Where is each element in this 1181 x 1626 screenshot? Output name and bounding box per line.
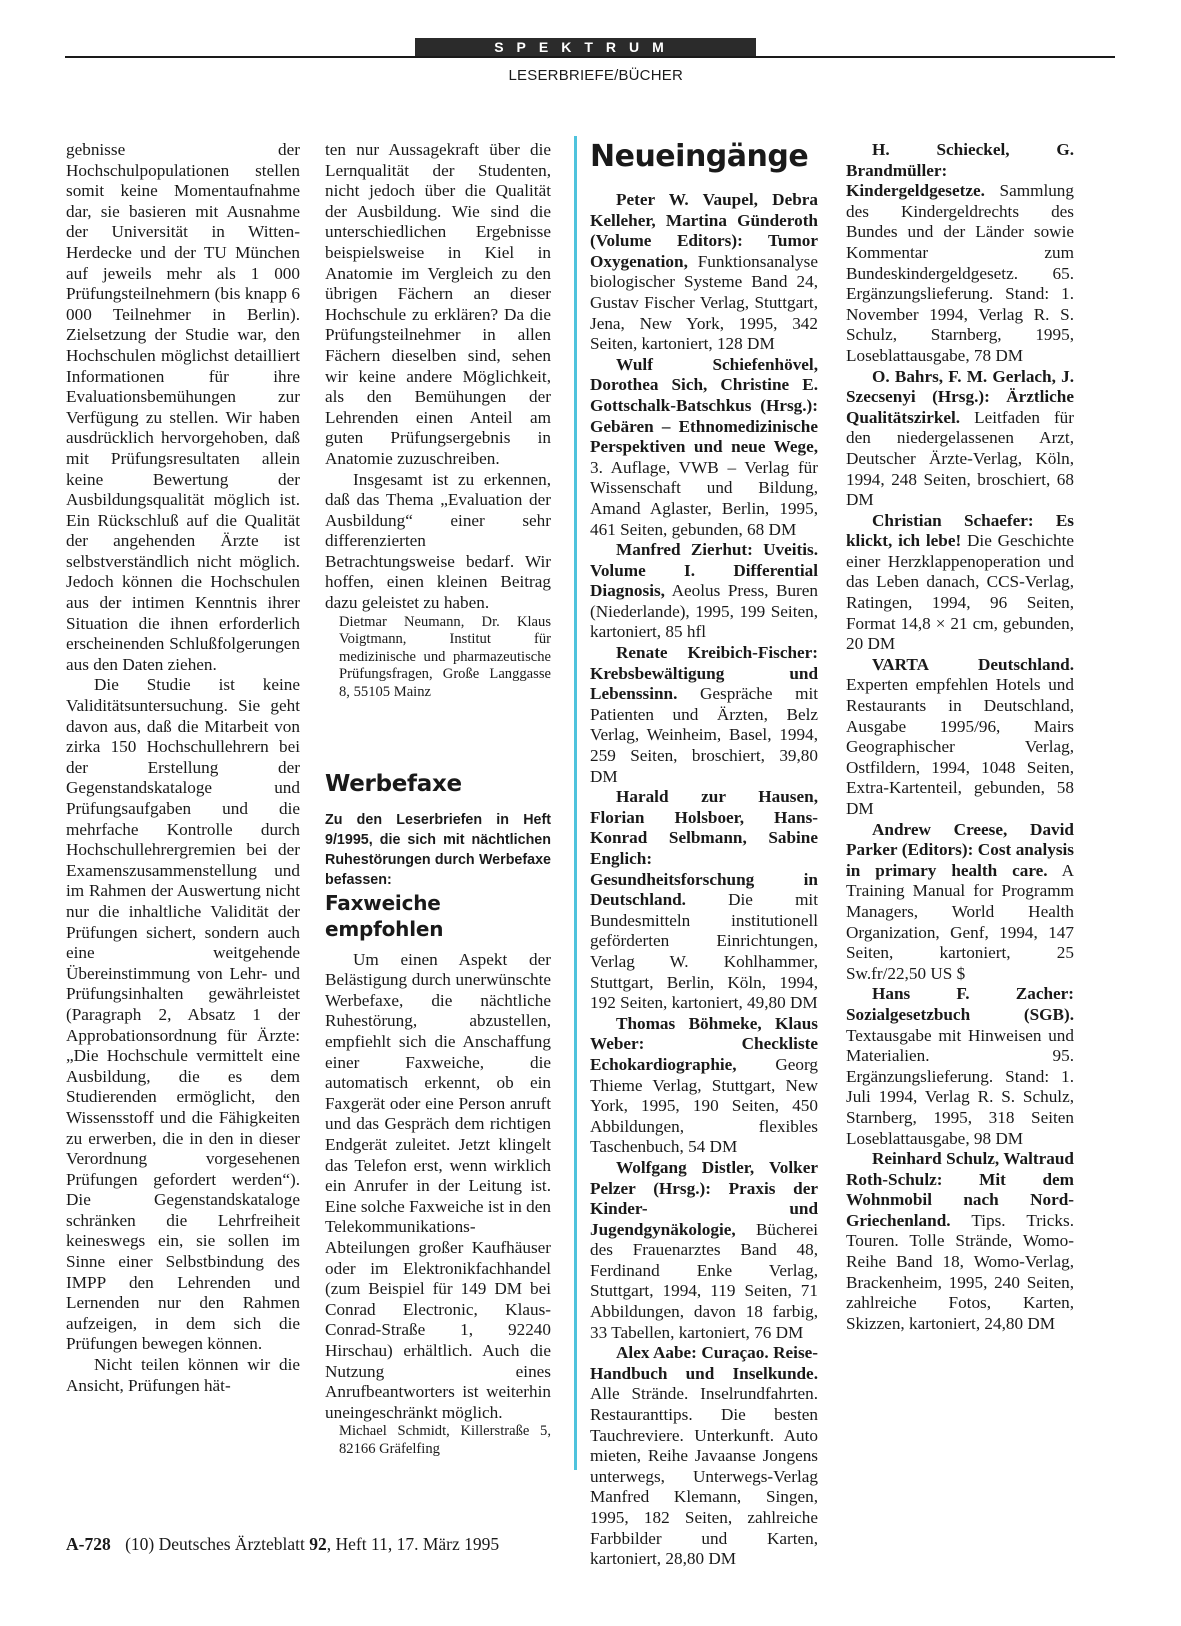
book-entry — [846, 820, 1074, 985]
neueingaenge-accent-bar — [574, 136, 577, 1470]
book-entry-details: Leitfaden für den niedergelassenen Arzt, Deutscher Ärzte-Verlag, Köln, 1994, 248 Seiten, broschiert, 68 DM — [846, 407, 1074, 510]
book-entry-details: Tips. Tricks. Touren. Tolle Strände, Womo-Reihe Band 18, Womo-Verlag, Brackenheim, 1995, 240 Seiten, zahlreiche Fotos, Karten, Skizzen, kartoniert, 24,80 DM — [846, 1210, 1074, 1333]
book-entry — [846, 511, 1074, 655]
book-entry-title: Wolfgang Distler, Volker Pelzer (Hrsg.): Praxis der Kinder- und Jugendgynäkologie, — [590, 1157, 818, 1239]
body-paragraph: Nicht teilen können wir die Ansicht, Prüfungen hät- — [66, 1355, 300, 1395]
letter-signature: Michael Schmidt, Killerstraße 5, 82166 Gräfelfing — [339, 1423, 551, 1457]
book-entry-title: Harald zur Hausen, Florian Holsboer, Hans-Konrad Selbmann, Sabine Englich: Gesundheitsforschung in Deutschland. — [590, 787, 818, 910]
body-paragraph: ten nur Aussagekraft über die Lernqualität der Studenten, nicht jedoch über die Qualität der Ausbildung. Wie sind die unterschiedlichen Ergebnisse beispielsweise in Kiel in Anatomie im Vergleich zu den übrigen Fächern an dieser Hochschule zu erklären? Da die Prüfungsteilnehmer in allen Fächern dieselben sind, sehen wir keine andere Möglichkeit, als den Bemühungen der Lehrenden einen Anteil am guten Prüfungsergebnis in Anatomie zuzuschreiben. — [325, 140, 551, 468]
book-entry-title: Renate Kreibich-Fischer: Krebsbewältigung und Lebenssinn. — [590, 643, 818, 704]
book-entry-title: Manfred Zierhut: Uveitis. Volume I. Differential Diagnosis, — [590, 540, 818, 601]
book-list-part-1 — [590, 190, 818, 1570]
column-1 — [66, 140, 300, 1396]
book-entry — [846, 984, 1074, 1149]
book-entry — [846, 655, 1074, 820]
book-entry-title: H. Schieckel, G. Brandmüller: Kindergeldgesetze. — [846, 140, 1074, 201]
book-entry-title: Reinhard Schulz, Waltraud Roth-Schulz: Mit dem Wohnmobil nach Nord-Griechenland. — [846, 1149, 1074, 1230]
book-entry — [590, 787, 818, 1014]
section-header-bar — [415, 38, 756, 56]
book-entry-title: Thomas Böhmeke, Klaus Weber: Checkliste Echokardiographie, — [590, 1013, 818, 1074]
section-title: SPEKTRUM — [494, 39, 677, 55]
book-entry-title: Alex Aabe: Curaçao. Reise-Handbuch und Inselkunde. — [590, 1343, 818, 1383]
column-3 — [590, 140, 818, 1570]
book-entry — [590, 643, 818, 787]
journal-issue: , Heft 11, 17. März 1995 — [326, 1534, 500, 1554]
header-rule — [65, 56, 1115, 58]
book-entry — [590, 540, 818, 643]
book-entry-title: Hans F. Zacher: Sozialgesetzbuch (SGB). — [846, 984, 1074, 1024]
werbefaxe-intro: Zu den Leserbriefen in Heft 9/1995, die sich mit nächtlichen Ruhestörungen durch Werbefaxe befassen: — [325, 811, 551, 888]
column-2 — [325, 140, 551, 1458]
book-entry — [846, 367, 1074, 511]
faxweiche-subheading: Faxweiche empfohlen — [325, 890, 444, 941]
book-entry — [590, 1014, 818, 1158]
body-paragraph: Die Studie ist keine Validitätsuntersuchung. Sie geht davon aus, daß die Mitarbeit von zirka 150 Hochschullehrern bei der Erstellung der Gegenstandskataloge und Prüfungsaufgaben und die mehrfache Kontrolle durch Hochschullehrergremien bei der Examenszusammenstellung und im Rahmen der Auswertung nicht nur die inhaltliche Validität der Prüfungen sichert, sondern auch eine weitgehende Übereinstimmung von Lehr- und Prüfungsinhalten gewährleistet (Paragraph 2, Absatz 1 der Approbationsordnung für Ärzte: „Die Hochschule vermittelt eine Ausbildung, die es dem Studierenden ermöglicht, den Wissensstoff und die Fähigkeiten zu erwerben, die in den in dieser Verordnung vorgesehenen Prüfungen gefordert werden“). Die Gegenstandskataloge schränken die Lehrfreiheit keineswegs ein, sie sollen im Sinne einer Selbstbindung des IMPP den Lehrenden und Lernenden nur den Rahmen aufzeigen, in dem sich die Prüfungen bewegen können. — [66, 675, 300, 1354]
book-entry-details: Bücherei des Frauenarztes Band 48, Ferdinand Enke Verlag, Stuttgart, 1994, 119 Seiten, 71 Abbildungen, davon 18 farbig, 33 Tabellen, kartoniert, 76 DM — [590, 1219, 818, 1342]
journal-citation: (10) Deutsches Ärzteblatt — [125, 1534, 310, 1554]
book-entry-title: Wulf Schiefenhövel, Dorothea Sich, Christine E. Gottschalk-Batschkus (Hrsg.): Gebären – Ethnomedizinische Perspektiven und neue Wege, — [590, 354, 818, 457]
book-entry-details: Georg Thieme Verlag, Stuttgart, New York, 1995, 190 Seiten, 450 Abbildungen, flexibles Taschenbuch, 54 DM — [590, 1054, 818, 1157]
subsection-label: LESERBRIEFE/BÜCHER — [508, 67, 683, 84]
book-entry-title: VARTA Deutschland. — [872, 654, 1074, 674]
book-entry — [590, 190, 818, 355]
page-footer — [66, 1534, 499, 1555]
book-list-part-2 — [846, 140, 1074, 1334]
book-entry-details: Textausgabe mit Hinweisen und Materialien. 95. Ergänzungslieferung. Stand: 1. Juli 1994, Verlag R. S. Schulz, Starnberg, 1995, 318 Seiten Loseblattausgabe, 98 DM — [846, 1025, 1074, 1148]
book-entry-details: Sammlung des Kindergeldrechts des Bundes und der Länder sowie Kommentar zum Bundeskindergeldgesetz. 65. Ergänzungslieferung. Stand: 1. November 1994, Verlag R. S. Schulz, Starnberg, 1995, Loseblattausgabe, 78 DM — [846, 181, 1074, 365]
spacer — [325, 702, 551, 770]
book-entry-title: Peter W. Vaupel, Debra Kelleher, Martina Günderoth (Volume Editors): Tumor Oxygenation, — [590, 190, 818, 271]
book-entry-details: A Training Manual for Programm Managers, World Health Organization, Genf, 1994, 147 Seiten, kartoniert, 25 Sw.fr/22,50 US $ — [846, 860, 1074, 983]
page-number: A-728 — [66, 1534, 111, 1554]
book-entry-title: O. Bahrs, F. M. Gerlach, J. Szecsenyi (Hrsg.): Ärztliche Qualitätszirkel. — [846, 366, 1074, 427]
body-paragraph: gebnisse der Hochschulpopulationen stellen somit keine Momentaufnahme dar, sie basieren mit Ausnahme der Universität in Witten-Herdecke und der TU München auf jeweils mehr als 1 000 Prüfungsteilnehmern (bis knapp 6 000 Teilnehmer in Berlin). Zielsetzung der Studie war, den Hochschulen möglichst detailliert Informationen für ihre Evaluationsbemühungen zur Verfügung zu stellen. Wir haben ausdrücklich hervorgehoben, daß mit Prüfungsresultaten allein keine Bewertung der Ausbildungsqualität möglich ist. Ein Rückschluß auf die Qualität der angehenden Ärzte ist selbstverständlich nicht möglich. Jedoch können die Hochschulen aus der intimen Kenntnis ihrer Situation die ihnen erforderlich erscheinenden Schlußfolgerungen aus den Daten ziehen. — [66, 140, 300, 674]
column-4 — [846, 140, 1074, 1334]
neueingaenge-heading: Neueingänge — [590, 139, 809, 174]
book-entry-title: Christian Schaefer: Es klickt, ich lebe! — [846, 510, 1074, 551]
book-entry — [590, 1158, 818, 1343]
book-entry-details: Alle Strände. Inselrundfahrten. Restauranttips. Die besten Tauchreviere. Unterkunft. Auto mieten, Reihe Javaanse Jongens unterwegs, Unterwegs-Verlag Manfred Klemann, Singen, 1995, 182 Seiten, zahlreiche Farbbilder und Karten, kartoniert, 28,80 DM — [590, 1384, 818, 1569]
book-entry — [590, 355, 818, 540]
book-entry-details: 3. Auflage, VWB – Verlag für Wissenschaft und Bildung, Amand Aglaster, Berlin, 1995, 461 Seiten, gebunden, 68 DM — [590, 457, 818, 539]
book-entry — [846, 140, 1074, 367]
book-entry-title: Andrew Creese, David Parker (Editors): Cost analysis in primary health care. — [846, 819, 1074, 880]
letter-signature: Dietmar Neumann, Dr. Klaus Voigtmann, Institut für medizinische und pharmazeutische Prüfungsfragen, Große Langgasse 8, 55105 Mainz — [339, 613, 551, 701]
book-entry-details: Funktionsanalyse biologischer Systeme Band 24, Gustav Fischer Verlag, Stuttgart, Jena, New York, 1995, 342 Seiten, kartoniert, 128 DM — [590, 251, 818, 354]
book-entry-details: Die mit Bundesmitteln institutionell geförderten Einrichtungen, Verlag W. Kohlhammer, Stuttgart, Berlin, Köln, 1994, 192 Seiten, kartoniert, 49,80 DM — [590, 890, 818, 1013]
body-paragraph: Um einen Aspekt der Belästigung durch unerwünschte Werbefaxe, die nächtliche Ruhestörung, abzustellen, empfiehlt sich die Anschaffung einer Faxweiche, die automatisch erkennt, ob ein Faxgerät oder eine Person anruft und das Gespräch dem richtigen Endgerät zuleitet. Jetzt klingelt das Telefon erst, wenn wirklich ein Anrufer in der Leitung ist. Eine solche Faxweiche ist in den Telekommunikations-Abteilungen großer Kaufhäuser oder im Elektronikfachhandel (zum Beispiel für 149 DM bei Conrad Electronic, Klaus-Conrad-Straße 1, 92240 Hirschau) erhältlich. Auch die Nutzung eines Anrufbeantworters ist weiterhin uneingeschränkt möglich. — [325, 949, 551, 1422]
body-paragraph: Insgesamt ist zu erkennen, daß das Thema „Evaluation der Ausbildung“ einer sehr differenzierten Betrachtungsweise bedarf. Wir hoffen, einen kleinen Beitrag dazu geleistet zu haben. — [325, 469, 551, 613]
book-entry-details: Experten empfehlen Hotels und Restaurants in Deutschland, Ausgabe 1995/96, Mairs Geographischer Verlag, Ostfildern, 1994, 1048 Seiten, Extra-Kartenteil, gebunden, 58 DM — [846, 675, 1074, 818]
book-entry — [590, 1343, 818, 1570]
book-entry-details: Aeolus Press, Buren (Niederlande), 1995, 199 Seiten, kartoniert, 85 hfl — [590, 581, 818, 642]
book-entry — [846, 1149, 1074, 1334]
journal-volume: 92 — [309, 1534, 327, 1554]
book-entry-details: Die Geschichte einer Herzklappenoperation und das Leben danach, CCS-Verlag, Ratingen, 1994, 96 Seiten, Format 14,8 × 21 cm, gebunden, 20 DM — [846, 531, 1074, 654]
book-entry-details: Gespräche mit Patienten und Ärzten, Belz Verlag, Weinheim, Basel, 1994, 259 Seiten, broschiert, 39,80 DM — [590, 684, 818, 786]
werbefaxe-heading: Werbefaxe — [325, 770, 462, 797]
